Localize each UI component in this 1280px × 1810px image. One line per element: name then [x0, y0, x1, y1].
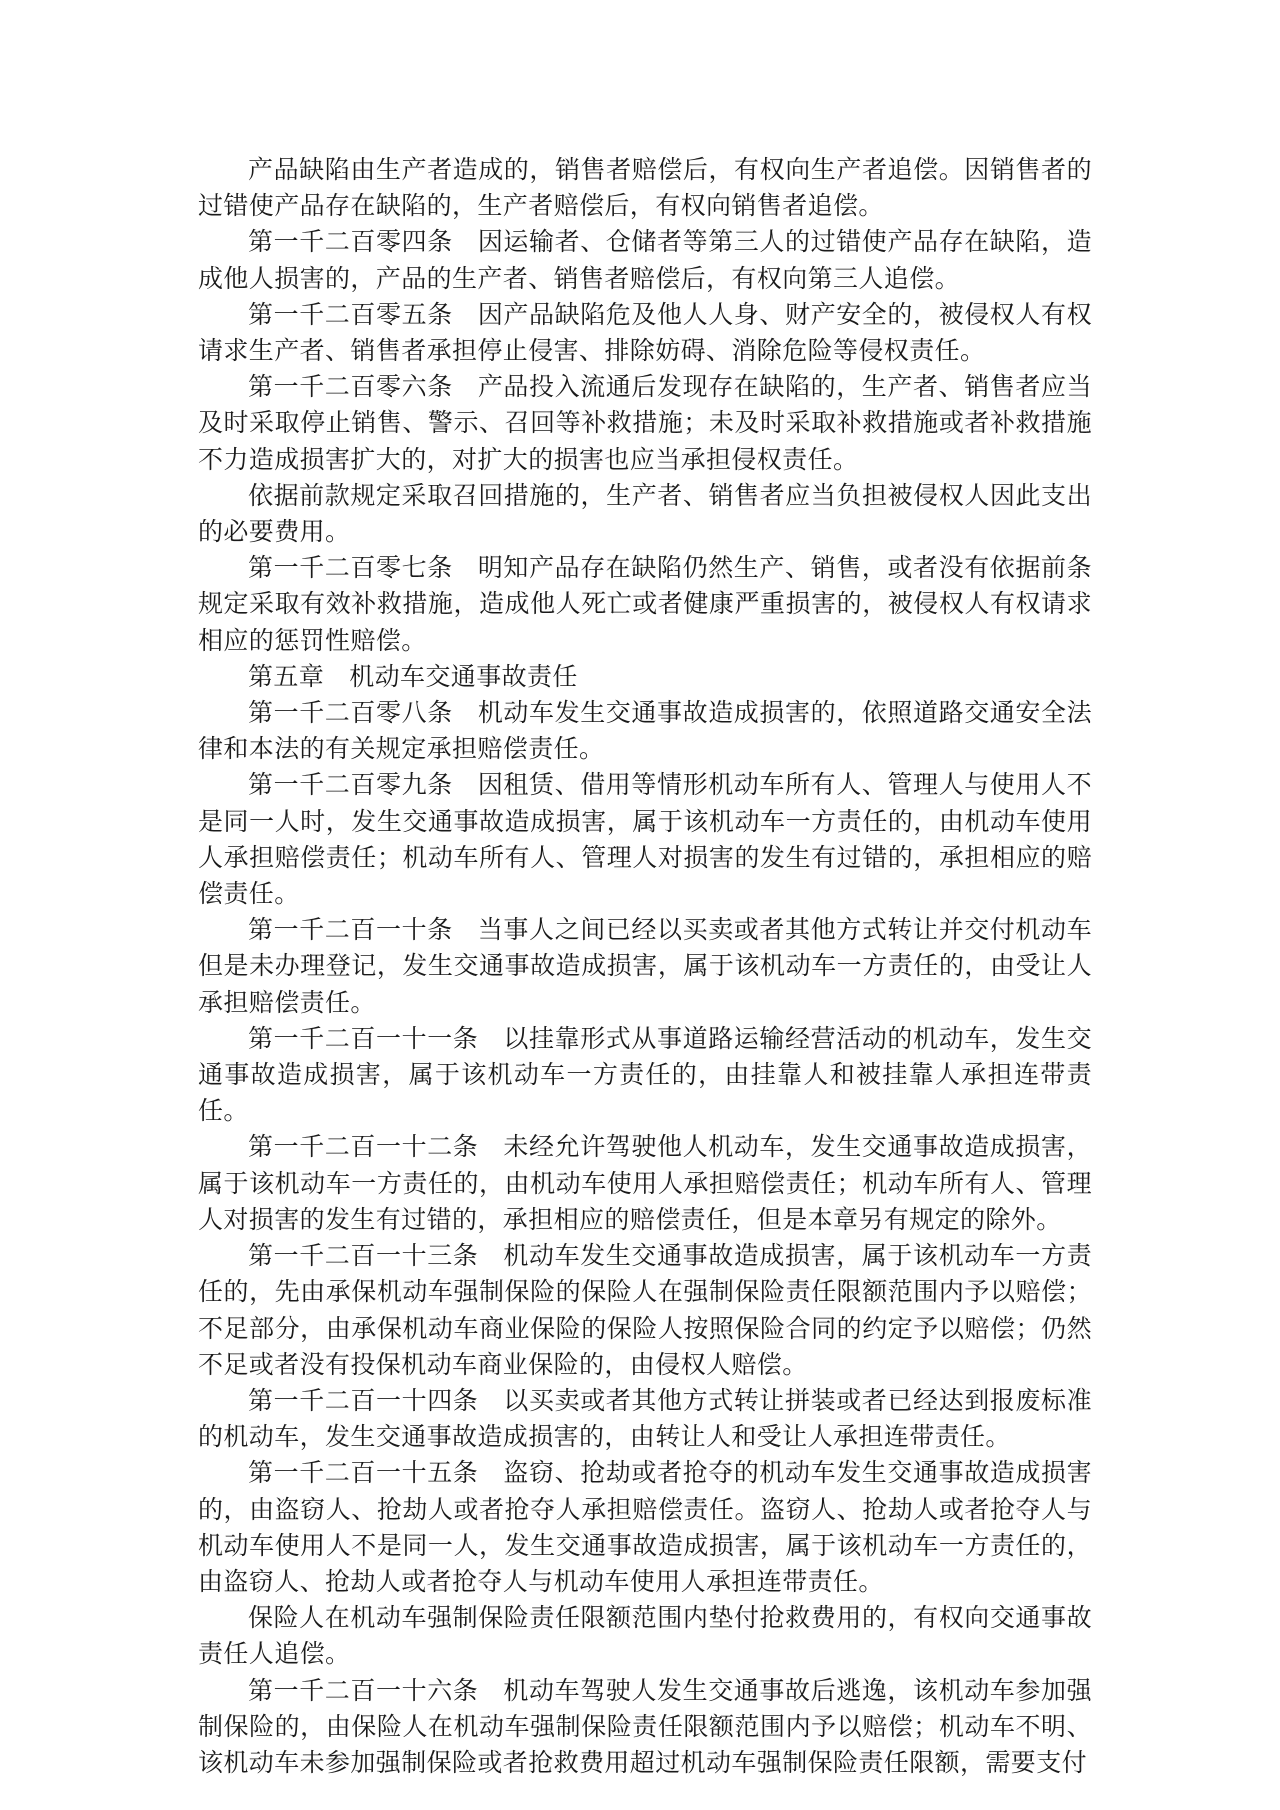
article-number: 第一千二百一十三条 — [248, 1241, 479, 1271]
paragraph-text: 未经允许驾驶他人机动车，发生交通事故造成损害，属于该机动车一方责任的，由机动车使用人承担赔偿责任；机动车所有人、管理人对损害的发生有过错的，承担相应的赔偿责任，但是本章另有规定的除外。 — [198, 1132, 1092, 1234]
article-paragraph — [198, 912, 1092, 1021]
article-paragraph — [198, 1021, 1092, 1130]
article-paragraph — [198, 369, 1092, 478]
paragraph-text: 明知产品存在缺陷仍然生产、销售，或者没有依据前条规定采取有效补救措施，造成他人死亡或者健康严重损害的，被侵权人有权请求相应的惩罚性赔偿。 — [198, 553, 1093, 655]
paragraph-text: 产品缺陷由生产者造成的，销售者赔偿后，有权向生产者追偿。因销售者的过错使产品存在缺陷的，生产者赔偿后，有权向销售者追偿。 — [198, 155, 1092, 221]
chapter-heading — [198, 659, 1092, 695]
article-number: 第一千二百一十二条 — [248, 1132, 479, 1162]
paragraph — [198, 1600, 1092, 1672]
paragraph-text: 因租赁、借用等情形机动车所有人、管理人与使用人不是同一人时，发生交通事故造成损害，属于该机动车一方责任的，由机动车使用人承担赔偿责任；机动车所有人、管理人对损害的发生有过错的，承担相应的赔偿责任。 — [198, 770, 1093, 909]
paragraph-text: 当事人之间已经以买卖或者其他方式转让并交付机动车但是未办理登记，发生交通事故造成损害，属于该机动车一方责任的，由受让人承担赔偿责任。 — [198, 915, 1093, 1017]
paragraph-text: 因运输者、仓储者等第三人的过错使产品存在缺陷，造成他人损害的，产品的生产者、销售者赔偿后，有权向第三人追偿。 — [198, 227, 1093, 293]
article-paragraph — [198, 1238, 1092, 1383]
article-number: 第一千二百零七条 — [248, 553, 453, 583]
article-number: 第一千二百一十条 — [248, 915, 453, 945]
paragraph-text: 依据前款规定采取召回措施的，生产者、销售者应当负担被侵权人因此支出的必要费用。 — [198, 480, 1092, 547]
article-number: 第一千二百零六条 — [248, 372, 453, 402]
paragraph-text: 机动车驾驶人发生交通事故后逃逸，该机动车参加强制保险的，由保险人在机动车强制保险责任限额范围内予以赔偿；机动车不明、该机动车未参加强制保险或者抢救费用超过机动车强制保险责任限额，需要支付 — [198, 1675, 1092, 1777]
paragraph-text: 产品投入流通后发现存在缺陷的，生产者、销售者应当及时采取停止销售、警示、召回等补救措施；未及时采取补救措施或者补救措施不力造成损害扩大的，对扩大的损害也应当承担侵权责任。 — [198, 372, 1093, 474]
paragraph-text: 以挂靠形式从事道路运输经营活动的机动车，发生交通事故造成损害，属于该机动车一方责任的，由挂靠人和被挂靠人承担连带责任。 — [198, 1023, 1092, 1126]
chapter-number: 第五章 — [248, 661, 325, 691]
paragraph-text: 因产品缺陷危及他人人身、财产安全的，被侵权人有权请求生产者、销售者承担停止侵害、排除妨碍、消除危险等侵权责任。 — [198, 299, 1093, 366]
article-paragraph — [198, 767, 1092, 912]
article-paragraph — [198, 1455, 1092, 1600]
article-number: 第一千二百零八条 — [248, 698, 453, 728]
article-number: 第一千二百一十六条 — [248, 1675, 479, 1705]
article-number: 第一千二百一十一条 — [248, 1023, 479, 1053]
chapter-title: 机动车交通事故责任 — [349, 661, 578, 691]
article-number: 第一千二百零四条 — [248, 227, 453, 257]
document-body — [198, 152, 1092, 1781]
paragraph-text: 以买卖或者其他方式转让拼装或者已经达到报废标准的机动车，发生交通事故造成损害的，由转让人和受让人承担连带责任。 — [198, 1385, 1092, 1452]
article-number: 第一千二百一十四条 — [248, 1385, 479, 1415]
article-number: 第一千二百零九条 — [248, 770, 453, 800]
article-paragraph — [198, 1383, 1092, 1455]
article-paragraph — [198, 695, 1092, 767]
article-paragraph — [198, 1129, 1092, 1238]
article-paragraph — [198, 224, 1092, 296]
paragraph-text: 机动车发生交通事故造成损害的，依照道路交通安全法律和本法的有关规定承担赔偿责任。 — [198, 698, 1093, 764]
article-paragraph — [198, 1673, 1092, 1782]
paragraph — [198, 152, 1092, 224]
paragraph-text: 盗窃、抢劫或者抢夺的机动车发生交通事故造成损害的，由盗窃人、抢劫人或者抢夺人承担赔偿责任。盗窃人、抢劫人或者抢夺人与机动车使用人不是同一人，发生交通事故造成损害，属于该机动车一方责任的，由盗窃人、抢劫人或者抢夺人与机动车使用人承担连带责任。 — [198, 1458, 1092, 1596]
article-paragraph — [198, 550, 1092, 659]
paragraph-text: 保险人在机动车强制保险责任限额范围内垫付抢救费用的，有权向交通事故责任人追偿。 — [198, 1603, 1092, 1669]
article-number: 第一千二百一十五条 — [248, 1458, 479, 1488]
paragraph — [198, 478, 1092, 550]
article-paragraph — [198, 297, 1092, 369]
article-number: 第一千二百零五条 — [248, 299, 453, 329]
paragraph-text: 机动车发生交通事故造成损害，属于该机动车一方责任的，先由承保机动车强制保险的保险人在强制保险责任限额范围内予以赔偿；不足部分，由承保机动车商业保险的保险人按照保险合同的约定予以赔偿；仍然不足或者没有投保机动车商业保险的，由侵权人赔偿。 — [198, 1241, 1092, 1379]
